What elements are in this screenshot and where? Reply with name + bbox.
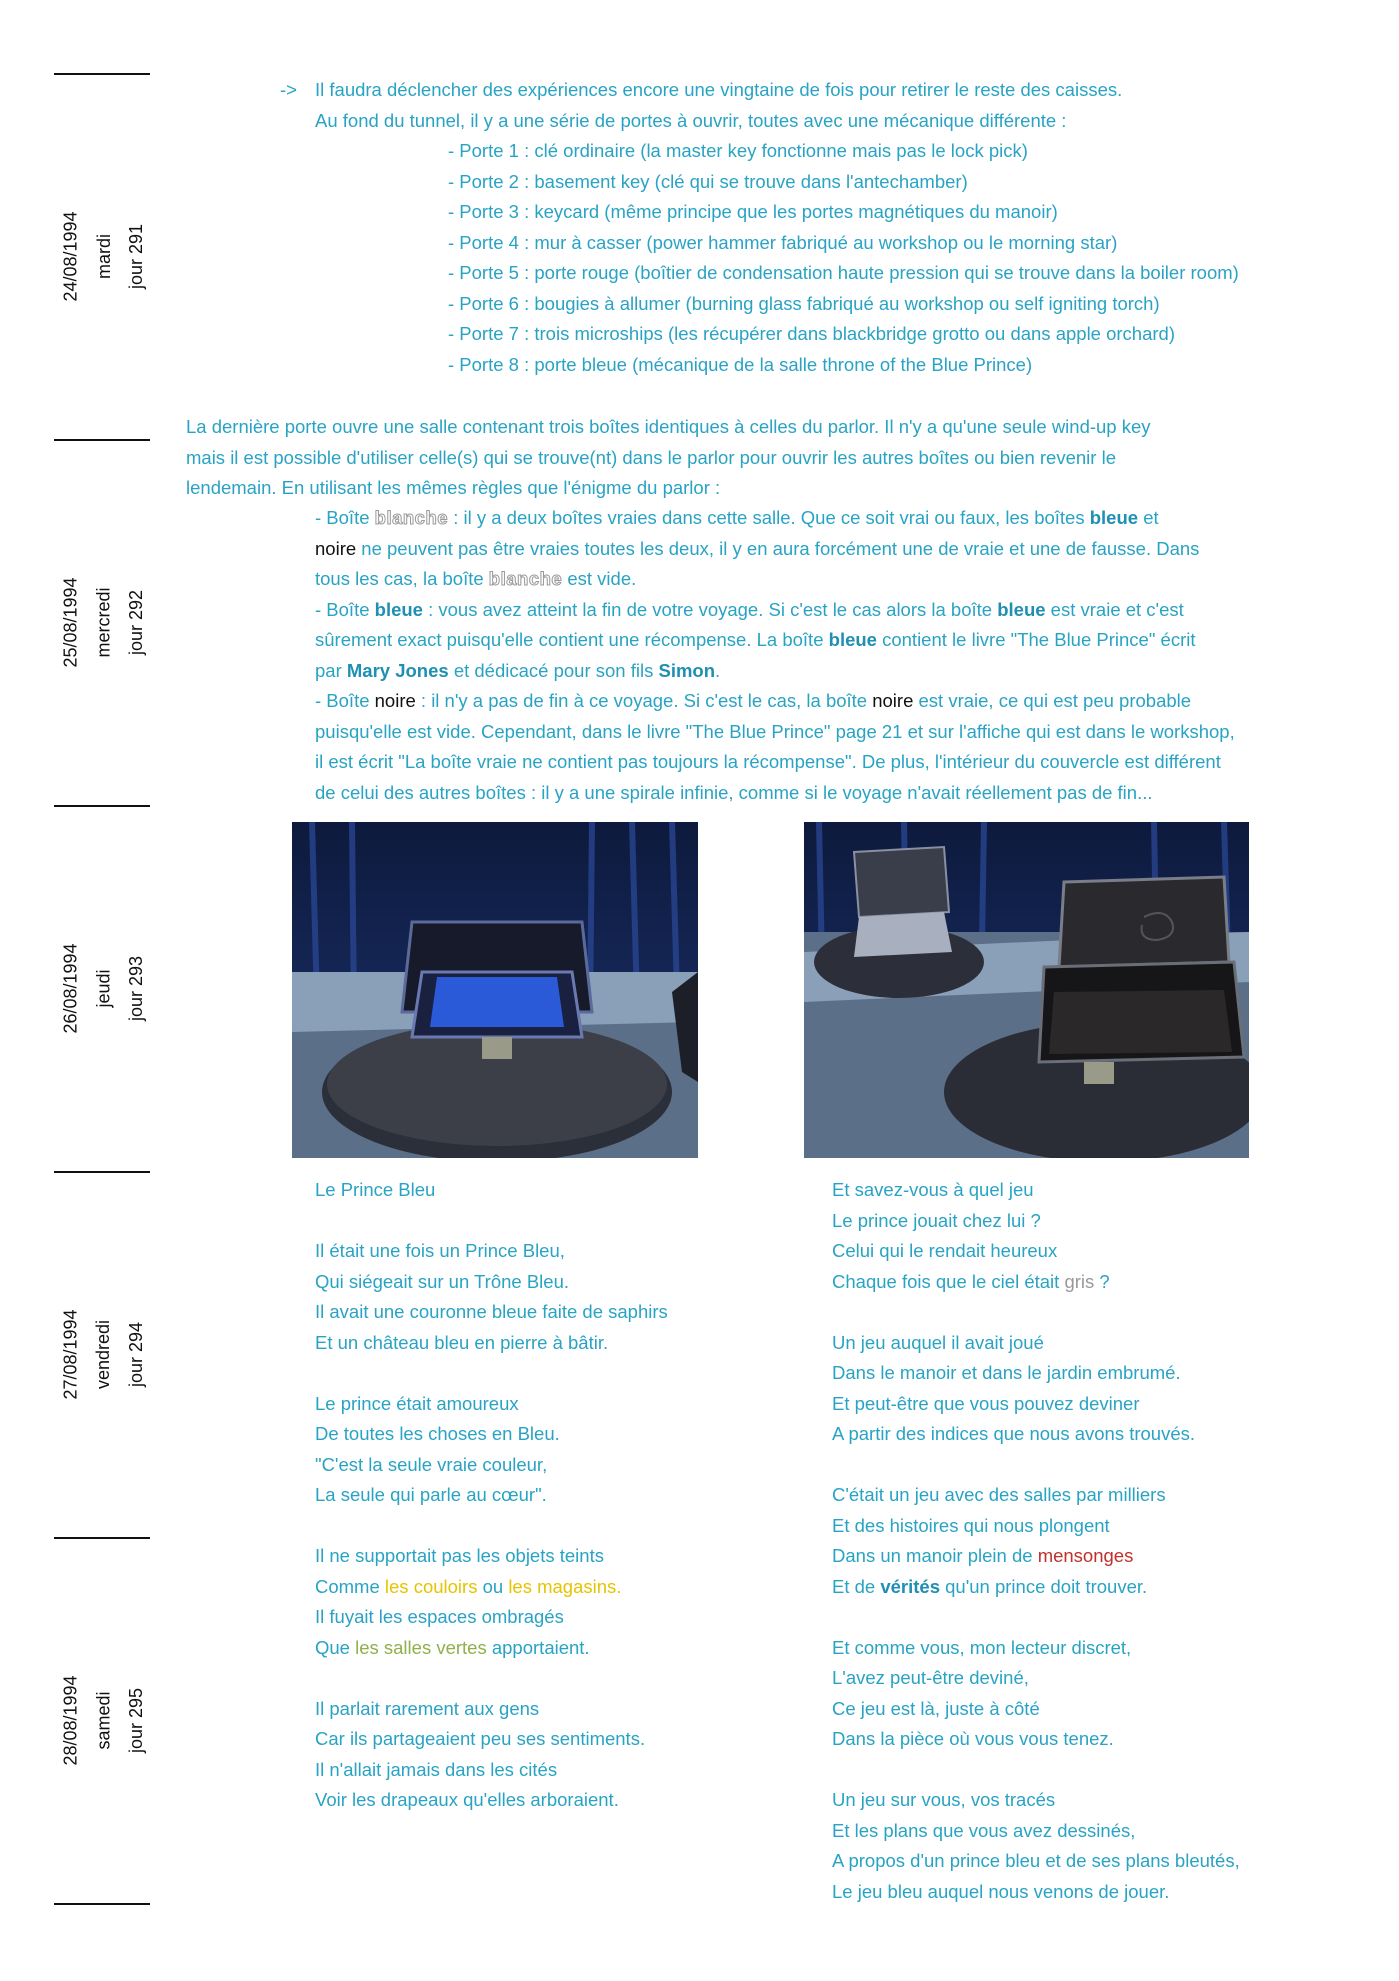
white-box-line: tous les cas, la boîte blanche est vide. bbox=[315, 568, 637, 589]
journal-content bbox=[180, 0, 1399, 1981]
intro-line: La dernière porte ouvre une salle contenant trois boîtes identiques à celles du parlor. Il n'y a qu'une seule wind-up key bbox=[186, 416, 1151, 437]
poem-line: A partir des indices que nous avons trouvés. bbox=[832, 1423, 1196, 1444]
poem-line: Il avait une couronne bleue faite de saphirs bbox=[315, 1301, 668, 1322]
white-box-line: noire ne peuvent pas être vraies toutes les deux, il y en aura forcément une de vraie et une de fausse. Dans bbox=[315, 537, 1200, 559]
black-box-line: il est écrit "La boîte vraie ne contient pas toujours la récompense". De plus, l'intérieur du couvercle est différent bbox=[315, 751, 1221, 772]
poem-line: Un jeu sur vous, vos tracés bbox=[832, 1789, 1056, 1810]
poem-line: Et les plans que vous avez dessinés, bbox=[832, 1819, 1136, 1841]
poem-line: Le prince était amoureux bbox=[315, 1392, 519, 1414]
white-box-line: - Boîte blanche : il y a deux boîtes vraies dans cette salle. Que ce soit vrai ou faux, les boîtes bleue et bbox=[315, 507, 1159, 528]
door-item: - Porte 4 : mur à casser (power hammer fabriqué au workshop ou le morning star) bbox=[448, 231, 1118, 253]
white-box-name: blanche bbox=[374, 507, 449, 528]
day-number: jour 294 bbox=[126, 1321, 147, 1387]
poem-line: C'était un jeu avec des salles par milliers bbox=[832, 1484, 1166, 1505]
door-list bbox=[448, 136, 1239, 380]
door-item: - Porte 2 : basement key (clé qui se trouve dans l'antechamber) bbox=[448, 170, 968, 192]
intro-line: lendemain. En utilisant les mêmes règles que l'énigme du parlor : bbox=[186, 477, 721, 498]
day-separator bbox=[54, 1537, 150, 1539]
black-box-screenshot bbox=[804, 822, 1249, 1158]
poem-line: Celui qui le rendait heureux bbox=[832, 1240, 1058, 1261]
poem-line: Car ils partageaient peu ses sentiments. bbox=[315, 1728, 646, 1749]
day-separator bbox=[54, 439, 150, 441]
poem-line: Qui siégeait sur un Trône Bleu. bbox=[315, 1270, 570, 1292]
day-number: jour 295 bbox=[126, 1687, 147, 1753]
day-weekday: jeudi bbox=[93, 968, 114, 1008]
door-item: - Porte 7 : trois microships (les récupérer dans blackbridge grotto ou dans apple orchard) bbox=[448, 323, 1175, 344]
blue-box-line: - Boîte bleue : vous avez atteint la fin de votre voyage. Si c'est le cas alors la boîte bleue est vraie et c'est bbox=[315, 598, 1184, 620]
blue-box-line: par Mary Jones et dédicacé pour son fils Simon. bbox=[315, 659, 721, 681]
poem-line: Dans le manoir et dans le jardin embrumé. bbox=[832, 1362, 1181, 1383]
poem-line: Il n'allait jamais dans les cités bbox=[315, 1758, 558, 1780]
poem-line: Ce jeu est là, juste à côté bbox=[832, 1697, 1040, 1719]
poem-line: "C'est la seule vraie couleur, bbox=[315, 1453, 548, 1475]
day-number: jour 293 bbox=[126, 955, 147, 1021]
poem-line: Le jeu bleu auquel nous venons de jouer. bbox=[832, 1880, 1170, 1902]
date-sidebar bbox=[0, 0, 180, 1981]
poem-line: Et savez-vous à quel jeu bbox=[832, 1179, 1034, 1200]
day-weekday: mercredi bbox=[93, 586, 114, 658]
day-date: 24/08/1994 bbox=[60, 210, 81, 302]
poem-line: Un jeu auquel il avait joué bbox=[832, 1331, 1044, 1353]
day-weekday: vendredi bbox=[93, 1319, 114, 1389]
day-number: jour 292 bbox=[126, 589, 147, 655]
black-box-name: noire bbox=[374, 690, 416, 711]
poem-line: Et de vérités qu'un prince doit trouver. bbox=[832, 1575, 1148, 1597]
intro-line: mais il est possible d'utiliser celle(s) qui se trouve(nt) dans le parlor pour ouvrir les autres boîtes ou bien revenir le bbox=[186, 446, 1116, 468]
day-date: 26/08/1994 bbox=[60, 942, 81, 1034]
arrow-marker: -> bbox=[280, 79, 297, 100]
day-entry bbox=[0, 156, 180, 356]
door-item: - Porte 6 : bougies à allumer (burning glass fabriqué au workshop ou self igniting torch) bbox=[448, 292, 1160, 314]
day-entry bbox=[0, 522, 180, 722]
day-entry bbox=[0, 1254, 180, 1454]
box-descriptions bbox=[315, 503, 1235, 808]
day-weekday: mardi bbox=[93, 233, 114, 279]
intro-paragraph bbox=[186, 412, 1151, 504]
poem-line: Il ne supportait pas les objets teints bbox=[315, 1545, 604, 1566]
day-date: 25/08/1994 bbox=[60, 576, 81, 668]
poem-line: Et des histoires qui nous plongent bbox=[832, 1514, 1110, 1536]
day-separator bbox=[54, 73, 150, 75]
black-box-line: - Boîte noire : il n'y a pas de fin à ce voyage. Si c'est le cas, la boîte noire est vraie, ce qui est peu probable bbox=[315, 690, 1192, 711]
poem-line: Que les salles vertes apportaient. bbox=[315, 1636, 590, 1658]
poem-left bbox=[315, 1175, 668, 1816]
door-item: - Porte 1 : clé ordinaire (la master key fonctionne mais pas le lock pick) bbox=[448, 140, 1028, 161]
poem-line: Il était une fois un Prince Bleu, bbox=[315, 1240, 565, 1261]
black-box-line: puisqu'elle est vide. Cependant, dans le livre "The Blue Prince" page 21 et sur l'affiche qui est dans le workshop, bbox=[315, 720, 1235, 742]
son-name: Simon bbox=[658, 659, 716, 681]
poem-line: Et un château bleu en pierre à bâtir. bbox=[315, 1331, 609, 1353]
poem-line: Dans un manoir plein de mensonges bbox=[832, 1545, 1134, 1566]
day-date: 27/08/1994 bbox=[60, 1308, 81, 1400]
black-box-line: de celui des autres boîtes : il y a une spirale infinie, comme si le voyage n'avait réellement pas de fin... bbox=[315, 781, 1153, 803]
day-separator bbox=[54, 805, 150, 807]
poem-line: La seule qui parle au cœur". bbox=[315, 1484, 547, 1505]
poem-line: Comme les couloirs ou les magasins. bbox=[315, 1575, 622, 1597]
door-item: - Porte 5 : porte rouge (boîtier de condensation haute pression qui se trouve dans la boiler room) bbox=[448, 262, 1239, 283]
poem-line: Le prince jouait chez lui ? bbox=[832, 1209, 1041, 1231]
poem-line: Voir les drapeaux qu'elles arboraient. bbox=[315, 1789, 619, 1810]
poem-line: Et comme vous, mon lecteur discret, bbox=[832, 1636, 1132, 1658]
day-weekday: samedi bbox=[93, 1690, 114, 1750]
door-item: - Porte 3 : keycard (même principe que les portes magnétiques du manoir) bbox=[448, 201, 1058, 222]
poem-line: De toutes les choses en Bleu. bbox=[315, 1423, 560, 1444]
poem-line: Il parlait rarement aux gens bbox=[315, 1697, 540, 1719]
blue-box-screenshot bbox=[292, 822, 698, 1158]
day-date: 28/08/1994 bbox=[60, 1674, 81, 1766]
day-entry bbox=[0, 888, 180, 1088]
day-separator bbox=[54, 1171, 150, 1173]
blue-box-name: bleue bbox=[374, 598, 423, 620]
poem-line: Dans la pièce où vous vous tenez. bbox=[832, 1728, 1114, 1749]
poem-line: Chaque fois que le ciel était gris ? bbox=[832, 1270, 1110, 1292]
poem-title: Le Prince Bleu bbox=[315, 1179, 436, 1200]
poem-line: Il fuyait les espaces ombragés bbox=[315, 1606, 564, 1627]
author-name: Mary Jones bbox=[346, 659, 449, 681]
poem-right bbox=[832, 1175, 1240, 1907]
poem-line: Et peut-être que vous pouvez deviner bbox=[832, 1392, 1140, 1414]
poem-line: A propos d'un prince bleu et de ses plans bleutés, bbox=[832, 1850, 1240, 1871]
day-entry bbox=[0, 1620, 180, 1820]
day-separator bbox=[54, 1903, 150, 1905]
door-item: - Porte 8 : porte bleue (mécanique de la salle throne of the Blue Prince) bbox=[448, 353, 1033, 375]
note-line: Au fond du tunnel, il y a une série de portes à ouvrir, toutes avec une mécanique différente : bbox=[315, 109, 1067, 131]
day-number: jour 291 bbox=[126, 223, 147, 289]
blue-box-line: sûrement exact puisqu'elle contient une récompense. La boîte bleue contient le livre "The Blue Prince" écrit bbox=[315, 629, 1196, 650]
poem-line: L'avez peut-être deviné, bbox=[832, 1667, 1029, 1688]
note-line: Il faudra déclencher des expériences encore une vingtaine de fois pour retirer le reste des caisses. bbox=[315, 79, 1123, 100]
